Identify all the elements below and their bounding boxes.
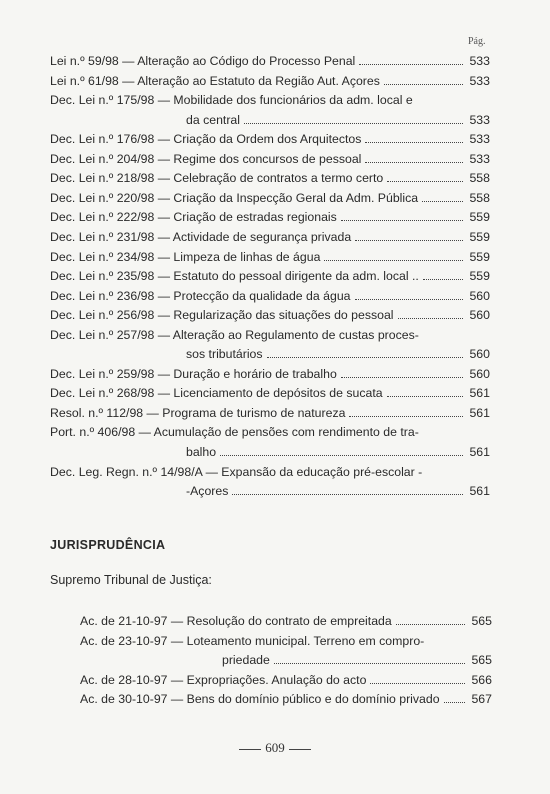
entry-page-number: 560 — [469, 288, 490, 303]
toc-entry — [50, 72, 490, 90]
entry-page-number: 560 — [469, 308, 490, 323]
toc-entry — [186, 482, 490, 500]
entry-title: Lei n.º 61/98 — Alteração ao Estatuto da Região Aut. Açores — [50, 73, 380, 88]
dot-leader — [274, 663, 466, 664]
toc-entry — [50, 267, 490, 285]
toc-entry — [80, 671, 492, 689]
page-number: 609 — [265, 740, 285, 755]
toc-entry — [50, 248, 490, 266]
entry-page-number: 533 — [469, 112, 490, 127]
toc-entry — [186, 345, 490, 363]
entry-title: Dec. Lei n.º 175/98 — Mobilidade dos funcionários da adm. local e — [50, 93, 413, 108]
page-column-header: Pág. — [468, 36, 486, 47]
entry-title: Dec. Lei n.º 257/98 — Alteração ao Regulamento de custas proces- — [50, 327, 419, 342]
entry-title: Dec. Lei n.º 220/98 — Criação da Inspecção Geral da Adm. Pública — [50, 190, 419, 205]
toc-entry — [50, 91, 490, 109]
entry-title: Dec. Lei n.º 236/98 — Protecção da qualidade da água — [50, 288, 351, 303]
entry-title: sos tributários — [186, 347, 263, 362]
toc-entry — [50, 208, 490, 226]
toc-entry — [50, 228, 490, 246]
entry-page-number: 533 — [469, 54, 490, 68]
footer-dash-right — [289, 749, 311, 750]
entry-title: balho — [186, 445, 217, 459]
toc-entry — [50, 169, 490, 187]
entry-title: Dec. Lei n.º 235/98 — Estatuto do pessoal dirigente da adm. local .. — [50, 269, 419, 284]
dot-leader — [355, 240, 463, 241]
entry-title: Dec. Lei n.º 268/98 — Licenciamento de depósitos de sucata — [50, 386, 383, 401]
entry-page-number: 561 — [469, 405, 490, 420]
entry-page-number: 565 — [471, 653, 492, 668]
entry-page-number: 533 — [469, 73, 490, 88]
toc-entry — [80, 632, 492, 650]
dot-leader — [365, 142, 463, 143]
entry-title: Ac. de 30-10-97 — Bens do domínio público e do domínio privado — [80, 692, 440, 707]
dot-leader — [387, 181, 463, 182]
toc-entry — [50, 326, 490, 344]
toc-entry — [50, 365, 490, 383]
entry-title: Resol. n.º 112/98 — Programa de turismo de natureza — [50, 405, 346, 420]
entry-title: Dec. Lei n.º 259/98 — Duração e horário de trabalho — [50, 366, 337, 381]
entry-page-number: 558 — [469, 171, 490, 186]
toc-entry — [50, 52, 490, 70]
entry-page-number: 567 — [471, 692, 492, 707]
entry-title: Dec. Lei n.º 256/98 — Regularização das situações do pessoal — [50, 308, 394, 323]
entry-page-number: 559 — [469, 249, 490, 264]
entry-title: priedade — [222, 653, 270, 668]
dot-leader — [267, 357, 464, 358]
entry-title: Port. n.º 406/98 — Acumulação de pensões com rendimento de tra- — [50, 425, 419, 440]
dot-leader — [244, 123, 463, 124]
dot-leader — [341, 377, 464, 378]
entry-page-number: 560 — [469, 366, 490, 381]
jurisprudencia-heading: JURISPRUDÊNCIA — [50, 538, 166, 552]
dot-leader — [423, 279, 464, 280]
dot-leader — [370, 683, 465, 684]
entry-page-number: 558 — [469, 190, 490, 205]
entry-page-number: 565 — [471, 614, 492, 628]
toc-entry — [50, 150, 490, 168]
dot-leader — [365, 162, 463, 163]
dot-leader — [422, 201, 463, 202]
dot-leader — [396, 624, 466, 625]
entry-title: Ac. de 28-10-97 — Expropriações. Anulação do acto — [80, 672, 367, 687]
entry-page-number: 560 — [469, 347, 490, 362]
toc-entry — [50, 423, 490, 441]
entry-title: Dec. Lei n.º 222/98 — Criação de estradas regionais — [50, 210, 337, 225]
entry-title: -Açores — [186, 484, 229, 499]
dot-leader — [324, 260, 463, 261]
entry-page-number: 533 — [469, 132, 490, 147]
toc-entry — [186, 111, 490, 129]
dot-leader — [384, 84, 464, 85]
toc-entry — [50, 404, 490, 422]
entry-title: Lei n.º 59/98 — Alteração ao Código do Processo Penal — [50, 54, 356, 68]
toc-entry — [50, 189, 490, 207]
entry-page-number: 559 — [469, 229, 490, 244]
dot-leader — [355, 299, 464, 300]
dot-leader — [387, 396, 464, 397]
toc-entry — [222, 651, 492, 669]
toc-entry — [50, 463, 490, 481]
entry-title: Dec. Lei n.º 234/98 — Limpeza de linhas de água — [50, 249, 321, 264]
dot-leader — [232, 494, 463, 495]
entry-page-number: 559 — [469, 210, 490, 225]
entry-title: Ac. de 23-10-97 — Loteamento municipal. Terreno em compro- — [80, 633, 425, 648]
toc-entry — [186, 443, 490, 461]
entry-title: Dec. Lei n.º 231/98 — Actividade de segurança privada — [50, 229, 352, 244]
court-name: Supremo Tribunal de Justiça: — [50, 573, 212, 587]
page-footer — [0, 740, 550, 756]
footer-dash-left — [239, 749, 261, 750]
entry-title: Dec. Lei n.º 176/98 — Criação da Ordem dos Arquitectos — [50, 132, 362, 147]
dot-leader — [444, 702, 466, 703]
entry-page-number: 561 — [469, 386, 490, 401]
toc-entry — [50, 287, 490, 305]
toc-entry — [50, 130, 490, 148]
entry-page-number: 566 — [471, 672, 492, 687]
entry-page-number: 561 — [469, 445, 490, 459]
dot-leader — [220, 455, 463, 456]
toc-entry — [50, 384, 490, 402]
entry-title: Ac. de 21-10-97 — Resolução do contrato de empreitada — [80, 614, 392, 628]
toc-entry — [50, 306, 490, 324]
entry-title: Dec. Lei n.º 204/98 — Regime dos concursos de pessoal — [50, 151, 362, 166]
dot-leader — [349, 416, 463, 417]
toc-entry — [80, 690, 492, 708]
entry-title: da central — [186, 112, 241, 127]
entry-title: Dec. Leg. Regn. n.º 14/98/A — Expansão da educação pré-escolar - — [50, 464, 423, 479]
entry-page-number: 533 — [469, 151, 490, 166]
entry-page-number: 559 — [469, 269, 490, 284]
toc-entry — [80, 612, 492, 630]
dot-leader — [359, 64, 463, 65]
entry-title: Dec. Lei n.º 218/98 — Celebração de contratos a termo certo — [50, 171, 384, 186]
entry-page-number: 561 — [469, 484, 490, 499]
dot-leader — [398, 318, 464, 319]
dot-leader — [341, 220, 464, 221]
